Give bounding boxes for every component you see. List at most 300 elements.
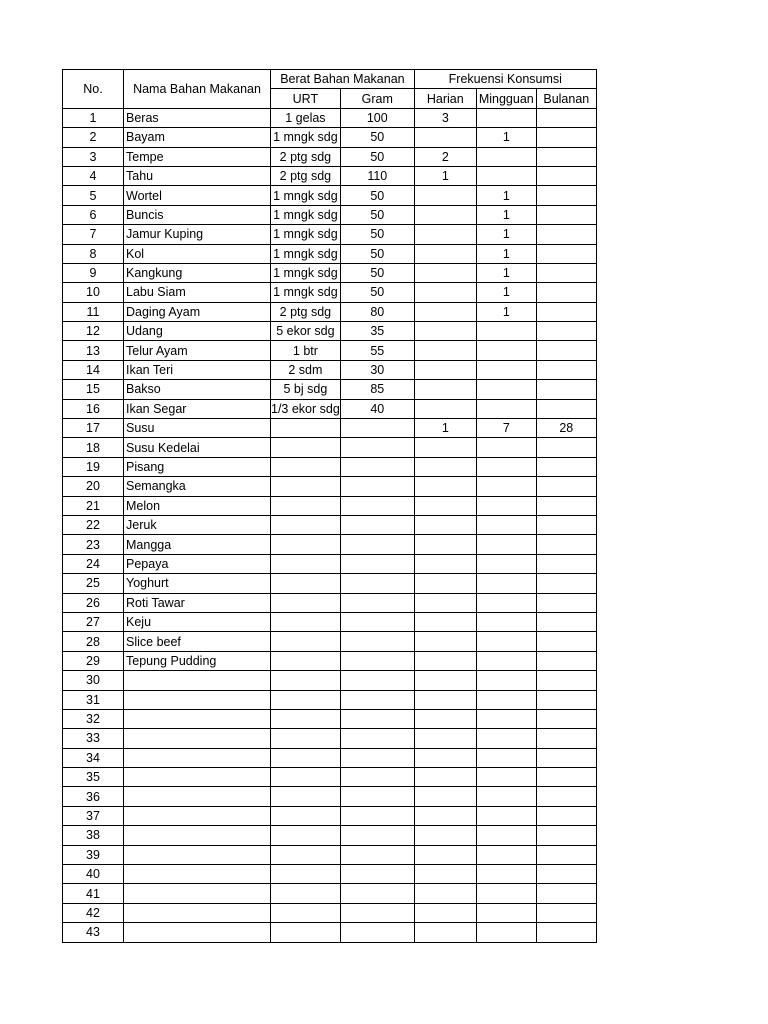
cell-harian <box>414 903 476 922</box>
cell-urt <box>271 496 341 515</box>
cell-mingguan <box>476 671 536 690</box>
cell-mingguan <box>476 884 536 903</box>
cell-harian <box>414 923 476 942</box>
cell-harian: 1 <box>414 419 476 438</box>
cell-bulanan <box>536 651 596 670</box>
cell-mingguan <box>476 923 536 942</box>
cell-harian <box>414 477 476 496</box>
cell-nama <box>124 865 271 884</box>
cell-gram <box>340 845 414 864</box>
cell-mingguan <box>476 748 536 767</box>
cell-bulanan <box>536 768 596 787</box>
cell-harian <box>414 651 476 670</box>
cell-nama: Ikan Segar <box>124 399 271 418</box>
cell-mingguan <box>476 457 536 476</box>
cell-bulanan <box>536 709 596 728</box>
cell-nama <box>124 671 271 690</box>
cell-mingguan: 1 <box>476 302 536 321</box>
cell-bulanan <box>536 186 596 205</box>
cell-bulanan <box>536 826 596 845</box>
cell-urt <box>271 477 341 496</box>
cell-harian <box>414 748 476 767</box>
cell-bulanan <box>536 302 596 321</box>
cell-mingguan <box>476 574 536 593</box>
cell-gram: 50 <box>340 205 414 224</box>
table-row <box>63 496 597 515</box>
cell-mingguan: 1 <box>476 244 536 263</box>
cell-no: 4 <box>63 166 124 185</box>
cell-gram <box>340 515 414 534</box>
cell-gram: 110 <box>340 166 414 185</box>
cell-harian <box>414 322 476 341</box>
header-berat: Berat Bahan Makanan <box>271 70 415 89</box>
cell-nama: Telur Ayam <box>124 341 271 360</box>
cell-bulanan <box>536 748 596 767</box>
cell-bulanan <box>536 612 596 631</box>
cell-no: 38 <box>63 826 124 845</box>
table-row <box>63 263 597 282</box>
cell-bulanan <box>536 845 596 864</box>
cell-harian <box>414 671 476 690</box>
cell-no: 14 <box>63 360 124 379</box>
cell-nama: Tempe <box>124 147 271 166</box>
cell-harian: 1 <box>414 166 476 185</box>
table-row <box>63 748 597 767</box>
cell-bulanan <box>536 128 596 147</box>
header-mingguan: Mingguan <box>476 89 536 108</box>
cell-bulanan <box>536 884 596 903</box>
cell-no: 37 <box>63 806 124 825</box>
cell-mingguan <box>476 108 536 127</box>
cell-no: 20 <box>63 477 124 496</box>
cell-no: 13 <box>63 341 124 360</box>
cell-bulanan <box>536 457 596 476</box>
cell-gram <box>340 768 414 787</box>
cell-nama <box>124 903 271 922</box>
cell-bulanan <box>536 787 596 806</box>
cell-gram <box>340 826 414 845</box>
table-row <box>63 302 597 321</box>
table-row <box>63 826 597 845</box>
cell-urt <box>271 709 341 728</box>
cell-no: 17 <box>63 419 124 438</box>
cell-bulanan <box>536 923 596 942</box>
cell-no: 30 <box>63 671 124 690</box>
cell-bulanan <box>536 903 596 922</box>
cell-harian <box>414 865 476 884</box>
cell-harian <box>414 515 476 534</box>
cell-bulanan <box>536 690 596 709</box>
cell-mingguan: 1 <box>476 283 536 302</box>
cell-mingguan <box>476 651 536 670</box>
cell-no: 18 <box>63 438 124 457</box>
cell-urt: 1 gelas <box>271 108 341 127</box>
cell-urt <box>271 884 341 903</box>
cell-mingguan <box>476 612 536 631</box>
cell-harian <box>414 457 476 476</box>
cell-mingguan <box>476 322 536 341</box>
cell-gram <box>340 690 414 709</box>
cell-urt <box>271 903 341 922</box>
cell-no: 35 <box>63 768 124 787</box>
cell-harian <box>414 574 476 593</box>
cell-nama <box>124 826 271 845</box>
cell-nama: Susu <box>124 419 271 438</box>
cell-bulanan: 28 <box>536 419 596 438</box>
table-row <box>63 225 597 244</box>
table-row <box>63 380 597 399</box>
header-nama: Nama Bahan Makanan <box>124 70 271 109</box>
cell-bulanan <box>536 729 596 748</box>
table-row <box>63 806 597 825</box>
cell-harian <box>414 496 476 515</box>
cell-urt <box>271 690 341 709</box>
cell-no: 16 <box>63 399 124 418</box>
cell-urt: 1 mngk sdg <box>271 205 341 224</box>
cell-no: 22 <box>63 515 124 534</box>
cell-nama: Bakso <box>124 380 271 399</box>
table-row <box>63 671 597 690</box>
cell-harian <box>414 826 476 845</box>
cell-urt <box>271 457 341 476</box>
table-row <box>63 632 597 651</box>
cell-no: 31 <box>63 690 124 709</box>
table-row <box>63 457 597 476</box>
cell-no: 40 <box>63 865 124 884</box>
cell-nama: Keju <box>124 612 271 631</box>
cell-urt <box>271 632 341 651</box>
cell-gram <box>340 709 414 728</box>
cell-bulanan <box>536 515 596 534</box>
cell-bulanan <box>536 574 596 593</box>
table-row <box>63 166 597 185</box>
cell-mingguan <box>476 438 536 457</box>
cell-nama: Buncis <box>124 205 271 224</box>
cell-harian <box>414 341 476 360</box>
cell-no: 36 <box>63 787 124 806</box>
cell-bulanan <box>536 632 596 651</box>
cell-urt <box>271 535 341 554</box>
table-row <box>63 186 597 205</box>
table-row <box>63 535 597 554</box>
cell-mingguan <box>476 341 536 360</box>
cell-bulanan <box>536 360 596 379</box>
cell-harian <box>414 593 476 612</box>
cell-mingguan <box>476 845 536 864</box>
table-row <box>63 884 597 903</box>
cell-gram <box>340 671 414 690</box>
cell-urt <box>271 865 341 884</box>
cell-urt <box>271 612 341 631</box>
table-row <box>63 147 597 166</box>
cell-gram <box>340 806 414 825</box>
cell-harian <box>414 690 476 709</box>
cell-mingguan <box>476 554 536 573</box>
header-bulanan: Bulanan <box>536 89 596 108</box>
cell-mingguan <box>476 380 536 399</box>
cell-no: 2 <box>63 128 124 147</box>
cell-nama: Tepung Pudding <box>124 651 271 670</box>
cell-urt <box>271 651 341 670</box>
cell-nama: Udang <box>124 322 271 341</box>
table-header <box>63 70 597 109</box>
cell-urt: 2 ptg sdg <box>271 166 341 185</box>
cell-mingguan: 1 <box>476 225 536 244</box>
cell-mingguan <box>476 865 536 884</box>
cell-bulanan <box>536 166 596 185</box>
cell-urt: 1 btr <box>271 341 341 360</box>
cell-mingguan <box>476 632 536 651</box>
cell-gram: 50 <box>340 147 414 166</box>
cell-bulanan <box>536 341 596 360</box>
cell-harian <box>414 438 476 457</box>
cell-gram <box>340 477 414 496</box>
table-row <box>63 322 597 341</box>
cell-bulanan <box>536 108 596 127</box>
cell-nama: Mangga <box>124 535 271 554</box>
cell-nama: Jamur Kuping <box>124 225 271 244</box>
cell-mingguan <box>476 806 536 825</box>
cell-nama: Daging Ayam <box>124 302 271 321</box>
cell-bulanan <box>536 205 596 224</box>
cell-urt: 1 mngk sdg <box>271 263 341 282</box>
cell-mingguan <box>476 903 536 922</box>
cell-nama <box>124 787 271 806</box>
cell-gram: 50 <box>340 225 414 244</box>
cell-gram <box>340 632 414 651</box>
table-row <box>63 787 597 806</box>
cell-harian <box>414 845 476 864</box>
table-row <box>63 554 597 573</box>
cell-no: 8 <box>63 244 124 263</box>
cell-urt <box>271 671 341 690</box>
cell-bulanan <box>536 263 596 282</box>
cell-no: 10 <box>63 283 124 302</box>
cell-gram <box>340 612 414 631</box>
cell-urt: 1 mngk sdg <box>271 186 341 205</box>
table-row <box>63 845 597 864</box>
header-urt: URT <box>271 89 341 108</box>
cell-gram: 55 <box>340 341 414 360</box>
cell-mingguan: 1 <box>476 205 536 224</box>
table-row <box>63 477 597 496</box>
cell-nama <box>124 690 271 709</box>
cell-mingguan <box>476 166 536 185</box>
cell-urt: 2 ptg sdg <box>271 147 341 166</box>
cell-gram: 50 <box>340 263 414 282</box>
cell-gram: 50 <box>340 283 414 302</box>
cell-no: 6 <box>63 205 124 224</box>
cell-nama: Tahu <box>124 166 271 185</box>
cell-no: 28 <box>63 632 124 651</box>
table-row <box>63 729 597 748</box>
cell-urt: 1 mngk sdg <box>271 128 341 147</box>
cell-no: 34 <box>63 748 124 767</box>
table-row <box>63 923 597 942</box>
cell-harian <box>414 399 476 418</box>
cell-harian <box>414 244 476 263</box>
table-row <box>63 341 597 360</box>
cell-mingguan <box>476 147 536 166</box>
cell-gram <box>340 903 414 922</box>
cell-no: 5 <box>63 186 124 205</box>
cell-gram: 100 <box>340 108 414 127</box>
cell-harian <box>414 380 476 399</box>
table-row <box>63 419 597 438</box>
cell-bulanan <box>536 496 596 515</box>
cell-urt: 2 sdm <box>271 360 341 379</box>
cell-no: 39 <box>63 845 124 864</box>
cell-gram <box>340 438 414 457</box>
cell-no: 1 <box>63 108 124 127</box>
cell-bulanan <box>536 806 596 825</box>
cell-no: 7 <box>63 225 124 244</box>
cell-bulanan <box>536 477 596 496</box>
cell-mingguan <box>476 360 536 379</box>
cell-nama: Wortel <box>124 186 271 205</box>
cell-nama: Beras <box>124 108 271 127</box>
cell-nama: Kol <box>124 244 271 263</box>
cell-mingguan <box>476 709 536 728</box>
cell-harian <box>414 554 476 573</box>
cell-bulanan <box>536 593 596 612</box>
cell-urt: 5 bj sdg <box>271 380 341 399</box>
cell-gram: 30 <box>340 360 414 379</box>
cell-bulanan <box>536 380 596 399</box>
cell-bulanan <box>536 671 596 690</box>
cell-gram <box>340 884 414 903</box>
cell-nama: Melon <box>124 496 271 515</box>
cell-urt <box>271 515 341 534</box>
cell-urt <box>271 419 341 438</box>
cell-bulanan <box>536 399 596 418</box>
cell-mingguan: 7 <box>476 419 536 438</box>
cell-nama: Slice beef <box>124 632 271 651</box>
cell-gram: 35 <box>340 322 414 341</box>
table-row <box>63 768 597 787</box>
cell-harian <box>414 787 476 806</box>
cell-urt <box>271 554 341 573</box>
cell-mingguan <box>476 768 536 787</box>
cell-gram <box>340 574 414 593</box>
cell-nama: Ikan Teri <box>124 360 271 379</box>
cell-harian <box>414 729 476 748</box>
cell-bulanan <box>536 244 596 263</box>
cell-nama <box>124 709 271 728</box>
cell-gram <box>340 729 414 748</box>
cell-urt: 1 mngk sdg <box>271 225 341 244</box>
cell-nama: Susu Kedelai <box>124 438 271 457</box>
cell-nama: Yoghurt <box>124 574 271 593</box>
cell-urt: 1 mngk sdg <box>271 283 341 302</box>
cell-mingguan <box>476 593 536 612</box>
cell-harian <box>414 205 476 224</box>
cell-no: 24 <box>63 554 124 573</box>
cell-mingguan <box>476 477 536 496</box>
table-row <box>63 244 597 263</box>
cell-harian <box>414 768 476 787</box>
cell-nama <box>124 845 271 864</box>
cell-harian <box>414 884 476 903</box>
cell-harian <box>414 806 476 825</box>
cell-gram <box>340 651 414 670</box>
cell-no: 32 <box>63 709 124 728</box>
cell-mingguan <box>476 826 536 845</box>
cell-bulanan <box>536 147 596 166</box>
cell-gram <box>340 748 414 767</box>
food-consumption-table <box>62 69 597 943</box>
table-row <box>63 205 597 224</box>
cell-bulanan <box>536 283 596 302</box>
table-row <box>63 128 597 147</box>
cell-nama: Jeruk <box>124 515 271 534</box>
cell-no: 15 <box>63 380 124 399</box>
header-frekuensi: Frekuensi Konsumsi <box>414 70 596 89</box>
cell-no: 33 <box>63 729 124 748</box>
cell-no: 9 <box>63 263 124 282</box>
cell-no: 21 <box>63 496 124 515</box>
table-row <box>63 515 597 534</box>
cell-urt <box>271 845 341 864</box>
table-row <box>63 903 597 922</box>
cell-nama: Roti Tawar <box>124 593 271 612</box>
cell-urt <box>271 574 341 593</box>
cell-gram: 85 <box>340 380 414 399</box>
cell-urt <box>271 593 341 612</box>
cell-nama <box>124 748 271 767</box>
header-no: No. <box>63 70 124 109</box>
cell-harian <box>414 283 476 302</box>
cell-bulanan <box>536 225 596 244</box>
cell-nama: Bayam <box>124 128 271 147</box>
header-gram: Gram <box>340 89 414 108</box>
cell-harian <box>414 535 476 554</box>
cell-nama: Labu Siam <box>124 283 271 302</box>
table-row <box>63 399 597 418</box>
cell-harian <box>414 632 476 651</box>
cell-urt <box>271 826 341 845</box>
cell-harian: 2 <box>414 147 476 166</box>
cell-bulanan <box>536 322 596 341</box>
cell-urt: 2 ptg sdg <box>271 302 341 321</box>
table-row <box>63 108 597 127</box>
cell-mingguan <box>476 729 536 748</box>
cell-urt: 1 mngk sdg <box>271 244 341 263</box>
cell-harian <box>414 225 476 244</box>
cell-gram <box>340 535 414 554</box>
cell-urt <box>271 787 341 806</box>
cell-nama: Pepaya <box>124 554 271 573</box>
cell-mingguan: 1 <box>476 128 536 147</box>
cell-mingguan <box>476 399 536 418</box>
cell-gram <box>340 593 414 612</box>
cell-no: 27 <box>63 612 124 631</box>
table-row <box>63 283 597 302</box>
cell-urt: 5 ekor sdg <box>271 322 341 341</box>
table-row <box>63 690 597 709</box>
cell-gram: 40 <box>340 399 414 418</box>
cell-urt <box>271 438 341 457</box>
cell-no: 25 <box>63 574 124 593</box>
table-row <box>63 593 597 612</box>
cell-gram: 50 <box>340 244 414 263</box>
cell-nama <box>124 884 271 903</box>
cell-gram: 80 <box>340 302 414 321</box>
table-row <box>63 709 597 728</box>
cell-no: 11 <box>63 302 124 321</box>
cell-nama: Semangka <box>124 477 271 496</box>
cell-gram: 50 <box>340 186 414 205</box>
